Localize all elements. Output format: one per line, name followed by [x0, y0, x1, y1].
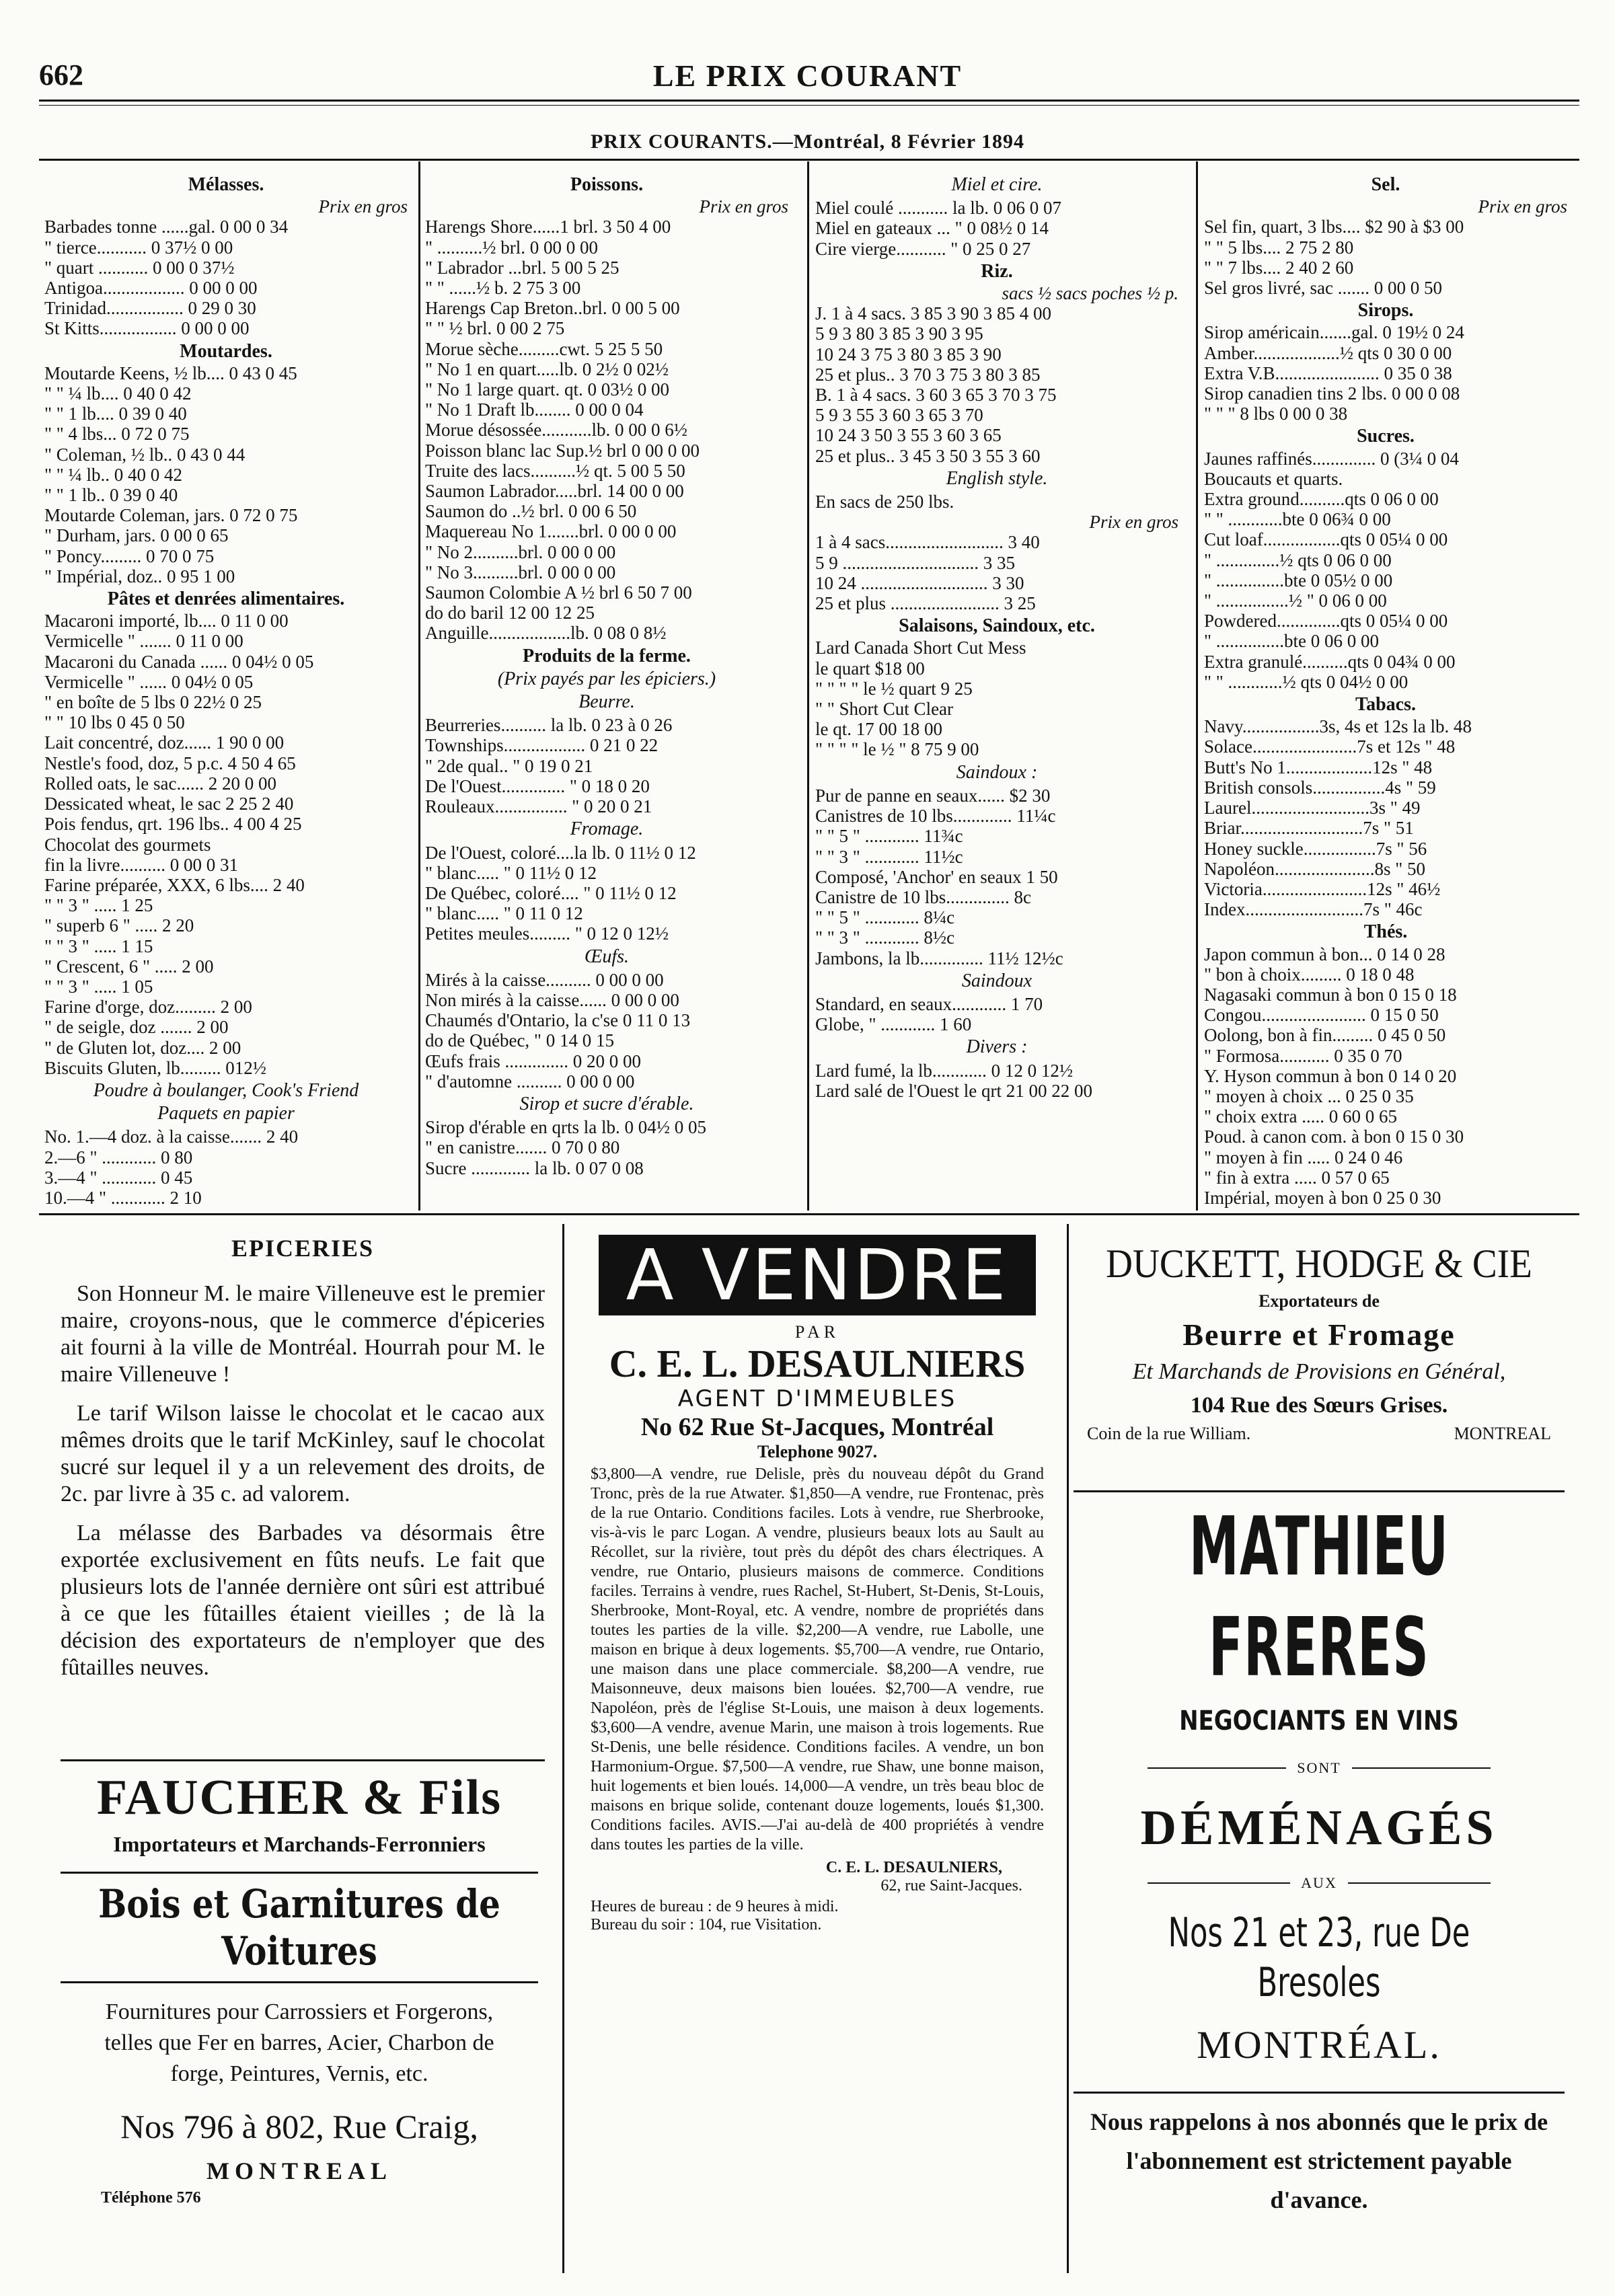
price-row: B. 1 à 4 sacs. 3 60 3 65 3 70 3 75 — [815, 385, 1057, 406]
price-row: Poud. à canon com. à bon 0 15 0 30 — [1204, 1126, 1464, 1147]
price-row: Laurel..........................3s " 49 — [1204, 798, 1421, 818]
price-row: Extra granulé..........qts 0 04¾ 0 00 — [1204, 651, 1456, 672]
price-row: Pois fendus, qrt. 196 lbs.. 4 00 4 25 — [44, 814, 302, 835]
mathieu-aux: AUX — [1301, 1874, 1337, 1891]
price-row: " Formosa........... 0 35 0 70 — [1204, 1045, 1402, 1066]
price-row: " " 1 lb.. 0 39 0 40 — [44, 485, 178, 506]
sont-rule-left — [1148, 1767, 1286, 1769]
section-heading: Tabacs. — [1355, 694, 1416, 716]
avendre-banner: A VENDRE — [599, 1235, 1036, 1315]
price-row: Poisson blanc lac Sup.½ brl 0 00 0 00 — [425, 440, 700, 461]
mathieu-name: MATHIEU FRERES — [1189, 1500, 1450, 1695]
price-column-1 — [44, 172, 408, 1208]
avendre-signature-addr: 62, rue Saint-Jacques. — [880, 1877, 1022, 1895]
price-row: Rolled oats, le sac...... 2 20 0 00 — [44, 773, 276, 794]
epiceries-paragraph-2: Le tarif Wilson laisse le chocolat et le cacao aux mêmes droits que le tarif McKinley, sauf le chocolat sucré sur lequel il y a un relevement des droits, de 2c. par livre à 35 c. ad valorem. — [61, 1401, 545, 1506]
section-heading: Pâtes et denrées alimentaires. — [107, 588, 345, 610]
price-row: Maquereau No 1.......brl. 0 00 0 00 — [425, 521, 677, 542]
mathieu-sont-row — [1074, 1759, 1565, 1777]
price-row: Cut loaf.................qts 0 05¼ 0 00 — [1204, 529, 1448, 550]
section-rule — [39, 1213, 1579, 1215]
price-row: " No 1 Draft lb........ 0 00 0 04 — [425, 399, 644, 420]
price-row: " d'automne .......... 0 00 0 00 — [425, 1071, 635, 1092]
section-subheading: Fromage. — [570, 818, 644, 840]
section-heading: Riz. — [981, 260, 1013, 282]
price-row: " ................½ " 0 06 0 00 — [1204, 590, 1387, 611]
price-row: do de Québec, " 0 14 0 15 — [425, 1030, 614, 1051]
section-subheading: Paquets en papier — [157, 1103, 295, 1124]
price-row: Composé, 'Anchor' en seaux 1 50 — [815, 866, 1058, 887]
price-row: British consols................4s " 59 — [1204, 777, 1436, 798]
price-column-2 — [425, 172, 788, 1208]
price-row: Oolong, bon à fin......... 0 45 0 50 — [1204, 1025, 1446, 1046]
price-row: 10 24 ............................ 3 30 — [815, 572, 1024, 593]
title-rule-2 — [39, 105, 1579, 106]
journal-title: LE PRIX COURANT — [652, 59, 963, 93]
price-row: 25 et plus.. 3 70 3 75 3 80 3 85 — [815, 364, 1041, 385]
price-row: " " " " le ½ " 8 75 9 00 — [815, 739, 979, 760]
price-row: Truite des lacs..........½ qt. 5 00 5 50 — [425, 460, 685, 481]
section-heading: Moutardes. — [180, 340, 272, 362]
price-row: Extra V.B....................... 0 35 0 38 — [1204, 362, 1452, 383]
price-row: " " 5 lbs.... 2 75 2 80 — [1204, 237, 1354, 258]
price-row: Impérial, moyen à bon 0 25 0 30 — [1204, 1187, 1441, 1208]
price-row: Chaumés d'Ontario, la c'se 0 11 0 13 — [425, 1010, 691, 1031]
price-row: Congou....................... 0 15 0 50 — [1204, 1005, 1439, 1026]
title-rule — [39, 100, 1579, 102]
price-row: J. 1 à 4 sacs. 3 85 3 90 3 85 4 00 — [815, 303, 1051, 324]
price-row: 3.—4 " ............ 0 45 — [44, 1167, 193, 1188]
price-row: " " 3 " ............ 11½c — [815, 846, 963, 867]
avendre-name: C. E. L. DESAULNIERS — [609, 1342, 1026, 1385]
section-heading: Sucres. — [1357, 426, 1415, 447]
price-row: " en boîte de 5 lbs 0 22½ 0 25 — [44, 692, 262, 713]
price-row: Lard fumé, la lb............ 0 12 0 12½ — [815, 1060, 1074, 1081]
price-row: " " 3 " ..... 1 05 — [44, 976, 153, 997]
price-row: Boucauts et quarts. — [1204, 468, 1343, 489]
price-row: 10 24 3 75 3 80 3 85 3 90 — [815, 344, 1002, 365]
price-row: Canistres de 10 lbs............. 11¼c — [815, 806, 1056, 827]
price-row: " " 3 " ..... 1 15 — [44, 935, 153, 956]
section-heading: Produits de la ferme. — [523, 645, 691, 666]
price-row: " " 10 lbs 0 45 0 50 — [44, 712, 185, 733]
price-row: Sirop canadien tins 2 lbs. 0 00 0 08 — [1204, 383, 1460, 404]
avendre-body: $3,800—A vendre, rue Delisle, près du nouveau dépôt du Grand Tronc, près de la rue Atwater. $1,850—A vendre, rue Frontenac, près de la rue Ontario. Conditions faciles. Lots à vendre, rue Sherbrooke, vis-à-vis le parc Logan. A vendre, plusieurs beaux lots au Sault au Récollet, sur la rivière, tout près du dépôt des chars électriques. A vendre, rue Ontario, plusieurs maisons de commerce. Conditions faciles. Terrains à vendre, rues Rachel, St-Hubert, St-Denis, St-Louis, Sherbrooke, Mont-Royal, etc. A vendre, nombre de propriétés dans toutes les parties de la ville. $2,200—A vendre, rue Labolle, une maison en brique à deux logements. $5,700—A vendre, rue Ontario, une maison dans une place commerciale. $8,200—A vendre, rue Maisonneuve, deux maisons bien louées. $2,700—A vendre, rue Napoléon, près de l'église St-Louis, une maison à deux logements. $3,600—A vendre, avenue Marin, une maison à trois logements. Rue St-Denis, une belle résidence. Conditions faciles. A vendre, un bon Harmonium-Orgue. $7,500—A vendre, rue Shaw, une bonne maison, huit logements et bien loués. 14,000—A vendre, un très beau bloc de maisons en brique solide, contenant douze logements, loués $1,300. Conditions faciles. AVIS.—J'ai au-delà de 400 propriétés à vendre dans toutes les parties de la ville. — [591, 1465, 1044, 1853]
price-row: " Durham, jars. 0 00 0 65 — [44, 525, 229, 546]
price-row: Chocolat des gourmets — [44, 834, 211, 855]
price-row: Morue sèche.........cwt. 5 25 5 50 — [425, 338, 663, 359]
subscription-notice — [1074, 2102, 1565, 2219]
ad-divider-1 — [562, 1224, 564, 2273]
price-row: Miel coulé ........... la lb. 0 06 0 07 — [815, 198, 1061, 219]
price-row: " No 3..........brl. 0 00 0 00 — [425, 562, 616, 582]
aux-rule-left — [1148, 1882, 1290, 1884]
price-row: " Impérial, doz.. 0 95 1 00 — [44, 566, 235, 586]
price-row: Lait concentré, doz...... 1 90 0 00 — [44, 732, 285, 753]
price-row: Canistre de 10 lbs.............. 8c — [815, 886, 1031, 907]
price-row: Anguille..................lb. 0 08 0 8½ — [425, 623, 667, 644]
faucher-phone: Téléphone 576 — [101, 2189, 201, 2207]
faucher-rule-2 — [61, 1981, 538, 1983]
price-row: " " ¼ lb.. 0 40 0 42 — [44, 464, 183, 485]
duckett-line2: Beurre et Fromage — [1182, 1317, 1456, 1352]
price-row: Y. Hyson commun à bon 0 14 0 20 — [1204, 1065, 1457, 1086]
faucher-address: Nos 796 à 802, Rue Craig, — [120, 2108, 478, 2145]
price-row: Morue désossée...........lb. 0 00 0 6½ — [425, 420, 687, 441]
faucher-city: MONTREAL — [206, 2157, 392, 2184]
price-row: Lard salé de l'Ouest le qrt 21 00 22 00 — [815, 1080, 1093, 1101]
price-row: " Poncy......... 0 70 0 75 — [44, 545, 215, 566]
section-subheading: Prix en gros — [1478, 196, 1567, 217]
price-row: Nagasaki commun à bon 0 15 0 18 — [1204, 984, 1457, 1005]
price-row: Vermicelle " ...... 0 04½ 0 05 — [44, 671, 254, 692]
section-subheading: Divers : — [966, 1036, 1028, 1058]
price-row: " " 5 " ............ 8¼c — [815, 907, 955, 928]
price-row: Townships.................. 0 21 0 22 — [425, 735, 659, 756]
price-row: " bon à choix......... 0 18 0 48 — [1204, 964, 1415, 985]
price-row: " " ............bte 0 06¾ 0 00 — [1204, 509, 1391, 530]
price-row: Antigoa.................. 0 00 0 00 — [44, 278, 258, 299]
price-row: do do baril 12 00 12 25 — [425, 603, 595, 623]
price-row: Lard Canada Short Cut Mess — [815, 638, 1026, 658]
mathieu-ad — [1074, 1497, 1565, 2067]
faucher-headline: Bois et Garnitures de Voitures — [98, 1881, 500, 1974]
price-row: Nestle's food, doz, 5 p.c. 4 50 4 65 — [44, 753, 296, 773]
price-row: " " ½ brl. 0 00 2 75 — [425, 318, 565, 339]
section-subheading: sacs ½ sacs poches ½ p. — [1002, 283, 1178, 304]
faucher-tagline: Importateurs et Marchands-Ferronniers — [113, 1832, 486, 1856]
price-row: " en canistre....... 0 70 0 80 — [425, 1137, 620, 1158]
price-subhead: PRIX COURANTS.—Montréal, 8 Février 1894 — [590, 130, 1025, 153]
avendre-signature: C. E. L. DESAULNIERS, — [825, 1859, 1002, 1876]
price-row: " de seigle, doz ....... 2 00 — [44, 1017, 229, 1038]
section-subheading: Poudre à boulanger, Cook's Friend — [93, 1079, 359, 1101]
price-row: Moutarde Keens, ½ lb.... 0 43 0 45 — [44, 362, 297, 383]
price-row: Japon commun à bon... 0 14 0 28 — [1204, 944, 1445, 964]
price-row: 25 et plus.. 3 45 3 50 3 55 3 60 — [815, 445, 1041, 466]
ad-divider-2 — [1067, 1224, 1069, 2273]
price-row: 10.—4 " ............ 2 10 — [44, 1187, 202, 1208]
section-subheading: Œufs. — [584, 946, 630, 967]
price-row: Napoléon......................8s " 50 — [1204, 858, 1425, 879]
price-row: 5 9 3 55 3 60 3 65 3 70 — [815, 405, 983, 426]
price-row: " " ............½ qts 0 04½ 0 00 — [1204, 671, 1409, 692]
price-row: Extra ground..........qts 0 06 0 00 — [1204, 489, 1439, 510]
price-row: Non mirés à la caisse...... 0 00 0 00 — [425, 989, 679, 1010]
price-row: le quart $18 00 — [815, 658, 925, 679]
price-row: " " 3 " ............ 8½c — [815, 927, 955, 948]
faucher-body: Fournitures pour Carrossiers et Forgerons, telles que Fer en barres, Acier, Charbon de forge, Peintures, Vernis, etc. — [104, 1999, 494, 2086]
price-row: " No 1 en quart.....lb. 0 2½ 0 02½ — [425, 358, 669, 379]
col-divider-3 — [1196, 161, 1198, 1211]
section-heading: Mélasses. — [188, 174, 264, 195]
price-row: fin la livre.......... 0 00 0 31 — [44, 854, 238, 875]
section-subheading: Prix en gros — [318, 196, 408, 217]
price-row: 25 et plus ........................ 3 25 — [815, 593, 1036, 614]
price-row: Cire vierge........... " 0 25 0 27 — [815, 238, 1031, 259]
avendre-hours-2: Bureau du soir : 104, rue Visitation. — [591, 1916, 822, 1934]
price-row: Rouleaux................ " 0 20 0 21 — [425, 796, 652, 817]
mathieu-sont: SONT — [1297, 1759, 1341, 1776]
price-row: Beurreries.......... la lb. 0 23 à 0 26 — [425, 715, 673, 736]
avendre-par: PAR — [794, 1322, 840, 1342]
price-row: Jambons, la lb.............. 11½ 12½c — [815, 948, 1063, 968]
duckett-address: 104 Rue des Sœurs Grises. — [1190, 1393, 1448, 1418]
avendre-address: No 62 Rue St-Jacques, Montréal — [640, 1413, 994, 1441]
price-row: " blanc..... " 0 11 0 12 — [425, 903, 583, 924]
duckett-line1: Exportateurs de — [1259, 1291, 1380, 1311]
price-row: " " 4 lbs... 0 72 0 75 — [44, 424, 190, 445]
price-row: Jaunes raffinés.............. 0 (3¼ 0 04 — [1204, 448, 1459, 469]
price-row: " " Short Cut Clear — [815, 699, 954, 720]
faucher-ad — [40, 1769, 558, 2207]
price-row: Sirop d'érable en qrts la lb. 0 04½ 0 05 — [425, 1117, 707, 1138]
sont-rule-right — [1352, 1767, 1491, 1769]
price-row: Standard, en seaux............ 1 70 — [815, 993, 1043, 1014]
epiceries-column — [61, 1235, 545, 1693]
section-heading: Sel. — [1371, 174, 1400, 195]
price-column-4 — [1204, 172, 1567, 1208]
price-row: Saumon Colombie A ½ brl 6 50 7 00 — [425, 582, 692, 603]
price-row: " " 3 " ..... 1 25 — [44, 895, 153, 916]
section-heading: Salaisons, Saindoux, etc. — [899, 615, 1095, 637]
price-row: Miel en gateaux ... " 0 08½ 0 14 — [815, 218, 1049, 239]
price-row: " No 2..........brl. 0 00 0 00 — [425, 541, 616, 562]
price-row: Saumon Labrador.....brl. 14 00 0 00 — [425, 481, 684, 502]
price-row: " ..........½ brl. 0 00 0 00 — [425, 237, 599, 258]
faucher-name: FAUCHER & Fils — [96, 1770, 502, 1825]
price-row: " ...............bte 0 06 0 00 — [1204, 631, 1380, 652]
price-row: Pur de panne en seaux...... $2 30 — [815, 785, 1051, 806]
price-row: 5 9 3 80 3 85 3 90 3 95 — [815, 323, 983, 344]
price-row: Briar...........................7s " 51 — [1204, 818, 1414, 839]
section-heading: Thés. — [1363, 921, 1408, 943]
price-row: " " 5 " ............ 11¾c — [815, 826, 963, 847]
price-row: De Québec, coloré.... " 0 11½ 0 12 — [425, 882, 677, 903]
price-row: 1 à 4 sacs.......................... 3 40 — [815, 532, 1040, 553]
avendre-ad — [572, 1235, 1063, 1934]
mathieu-city: MONTRÉAL. — [1197, 2023, 1441, 2067]
price-row: Solace.......................7s et 12s " 48 — [1204, 736, 1456, 757]
price-row: Moutarde Coleman, jars. 0 72 0 75 — [44, 505, 298, 526]
price-row: " 2de qual.. " 0 19 0 21 — [425, 755, 593, 776]
price-row: " " 1 lb.... 0 39 0 40 — [44, 404, 187, 424]
price-row: 2.—6 " ............ 0 80 — [44, 1147, 193, 1168]
price-row: De l'Ouest, coloré....la lb. 0 11½ 0 12 — [425, 842, 696, 863]
price-row: Petites meules......... " 0 12 0 12½ — [425, 923, 669, 944]
duckett-ad — [1074, 1240, 1565, 1444]
price-row: Amber...................½ qts 0 30 0 00 — [1204, 342, 1452, 363]
faucher-rule — [61, 1872, 538, 1874]
price-column-3 — [815, 172, 1178, 1208]
price-row: De l'Ouest.............. " 0 18 0 20 — [425, 775, 650, 796]
price-row: " superb 6 " ..... 2 20 — [44, 915, 194, 936]
price-row: Honey suckle................7s " 56 — [1204, 838, 1427, 859]
price-row: " " ¼ lb.... 0 40 0 42 — [44, 383, 192, 404]
price-row: " quart ........... 0 00 0 37½ — [44, 257, 235, 278]
price-row: " Coleman, ½ lb.. 0 43 0 44 — [44, 444, 246, 465]
section-subheading: Beurre. — [578, 691, 635, 713]
duckett-corner-row — [1074, 1424, 1565, 1444]
section-heading: Sirops. — [1357, 300, 1414, 321]
epiceries-title: EPICERIES — [231, 1235, 375, 1262]
price-row: Sucre ............. la lb. 0 07 0 08 — [425, 1157, 644, 1178]
section-subheading: Sirop et sucre d'érable. — [519, 1093, 694, 1114]
price-row: Index..........................7s " 46c — [1204, 899, 1423, 920]
price-row: Powdered..............qts 0 05¼ 0 00 — [1204, 611, 1448, 632]
subhead-rule — [39, 159, 1579, 161]
price-row: " choix extra ..... 0 60 0 65 — [1204, 1106, 1397, 1127]
section-subheading: Miel et cire. — [951, 174, 1043, 195]
epiceries-paragraph-1: Son Honneur M. le maire Villeneuve est le premier maire, croyons-nous, que le commerce d'épiceries ait fourni à la ville de Montréal. Hourrah pour M. le maire Villeneuve ! — [61, 1281, 545, 1387]
avendre-role: AGENT D'IMMEUBLES — [677, 1385, 957, 1412]
col-divider-1 — [418, 161, 420, 1211]
mathieu-demenages: DÉMÉNAGÉS — [1140, 1800, 1498, 1855]
price-row: Biscuits Gluten, lb......... 012½ — [44, 1057, 266, 1078]
section-subheading: Saindoux : — [956, 761, 1038, 783]
price-row: " fin à extra ..... 0 57 0 65 — [1204, 1167, 1390, 1188]
price-row: Globe, " ............ 1 60 — [815, 1014, 972, 1035]
page-number: 662 — [39, 59, 83, 91]
price-row: 10 24 3 50 3 55 3 60 3 65 — [815, 425, 1002, 446]
price-row: " ...............bte 0 05½ 0 00 — [1204, 570, 1393, 590]
price-row: Mirés à la caisse.......... 0 00 0 00 — [425, 969, 664, 990]
price-row: St Kitts................. 0 00 0 00 — [44, 318, 250, 339]
avendre-phone: Telephone 9027. — [757, 1442, 878, 1461]
price-row: Farine d'orge, doz......... 2 00 — [44, 997, 252, 1018]
price-row: " moyen à fin ..... 0 24 0 46 — [1204, 1147, 1403, 1168]
price-row: " " " " le ½ quart 9 25 — [815, 678, 973, 699]
duckett-name: DUCKETT, HODGE & CIE — [1106, 1241, 1532, 1286]
section-subheading: Prix en gros — [1089, 512, 1178, 533]
price-row: Harengs Shore......1 brl. 3 50 4 00 — [425, 217, 671, 237]
price-row: Sirop américain.......gal. 0 19½ 0 24 — [1204, 322, 1464, 343]
price-row: le qt. 17 00 18 00 — [815, 719, 942, 740]
price-row: " tierce........... 0 37½ 0 00 — [44, 237, 233, 258]
price-row: " Crescent, 6 " ..... 2 00 — [44, 956, 214, 977]
price-row: Trinidad................. 0 29 0 30 — [44, 298, 256, 319]
price-row: Sel gros livré, sac ....... 0 00 0 50 — [1204, 278, 1442, 299]
price-row: Farine préparée, XXX, 6 lbs.... 2 40 — [44, 874, 305, 895]
price-row: " blanc..... " 0 11½ 0 12 — [425, 862, 597, 883]
price-row: En sacs de 250 lbs. — [815, 492, 954, 512]
section-subheading: Prix en gros — [699, 196, 788, 217]
price-row: Barbades tonne ......gal. 0 00 0 34 — [44, 217, 289, 237]
price-row: Macaroni importé, lb.... 0 11 0 00 — [44, 611, 289, 632]
price-row: Dessicated wheat, le sac 2 25 2 40 — [44, 794, 294, 814]
duckett-corner: Coin de la rue William. — [1087, 1424, 1251, 1443]
price-row: Navy.................3s, 4s et 12s la lb. 48 — [1204, 716, 1472, 737]
mathieu-aux-row — [1074, 1874, 1565, 1892]
price-row: No. 1.—4 doz. à la caisse....... 2 40 — [44, 1126, 299, 1147]
section-subheading: (Prix payés par les épiciers.) — [497, 668, 716, 689]
section-subheading: English style. — [946, 467, 1048, 489]
col-divider-2 — [807, 161, 809, 1211]
epi-rule — [61, 1759, 545, 1761]
duckett-city: MONTREAL — [1454, 1424, 1551, 1443]
price-row: Victoria.......................12s " 46½ — [1204, 878, 1441, 899]
price-row: Sel fin, quart, 3 lbs.... $2 90 à $3 00 — [1204, 217, 1464, 237]
price-row: " moyen à choix ... 0 25 0 35 — [1204, 1085, 1414, 1106]
aux-rule-right — [1348, 1882, 1491, 1884]
mathieu-line1: NEGOCIANTS EN VINS — [1179, 1706, 1459, 1736]
epiceries-paragraph-3: La mélasse des Barbades va désormais être exportée exclusivement en fûts neufs. Le fait que plusieurs lots de l'année dernière ont sûri est attribué à ce que les fûtailles étaient vieilles ; de là la décision des exportateurs de n'employer que des fûtailles neuves. — [61, 1521, 545, 1680]
price-row: " ..............½ qts 0 06 0 00 — [1204, 549, 1392, 570]
price-row: Harengs Cap Breton..brl. 0 00 5 00 — [425, 298, 680, 319]
price-row: " de Gluten lot, doz.... 2 00 — [44, 1037, 241, 1058]
price-row: " " " 8 lbs 0 00 0 38 — [1204, 404, 1348, 424]
duckett-rule — [1074, 1490, 1565, 1492]
avendre-hours-1: Heures de bureau : de 9 heures à midi. — [591, 1898, 839, 1915]
duckett-line3: Et Marchands de Provisions en Général, — [1132, 1359, 1506, 1384]
price-row: " " ......½ b. 2 75 3 00 — [425, 278, 581, 299]
price-row: Œufs frais .............. 0 20 0 00 — [425, 1050, 641, 1071]
price-row: Butt's No 1...................12s " 48 — [1204, 757, 1433, 777]
price-row: " No 1 large quart. qt. 0 03½ 0 00 — [425, 379, 669, 400]
mathieu-address: Nos 21 et 23, rue De Bresoles — [1168, 1909, 1470, 2006]
price-row: Vermicelle " ....... 0 11 0 00 — [44, 631, 243, 652]
notice-text: Nous rappelons à nos abonnés que le prix de l'abonnement est strictement payable d'avance. — [1090, 2108, 1548, 2213]
section-heading: Poissons. — [570, 174, 644, 195]
price-row: 5 9 .............................. 3 35 — [815, 552, 1015, 573]
price-row: Macaroni du Canada ...... 0 04½ 0 05 — [44, 651, 314, 672]
price-row: " Labrador ...brl. 5 00 5 25 — [425, 257, 619, 278]
price-row: Saumon do ..½ brl. 0 00 6 50 — [425, 501, 637, 522]
section-subheading: Saindoux — [961, 970, 1032, 991]
price-row: " " 7 lbs.... 2 40 2 60 — [1204, 257, 1354, 278]
mathieu-rule — [1074, 2092, 1565, 2094]
